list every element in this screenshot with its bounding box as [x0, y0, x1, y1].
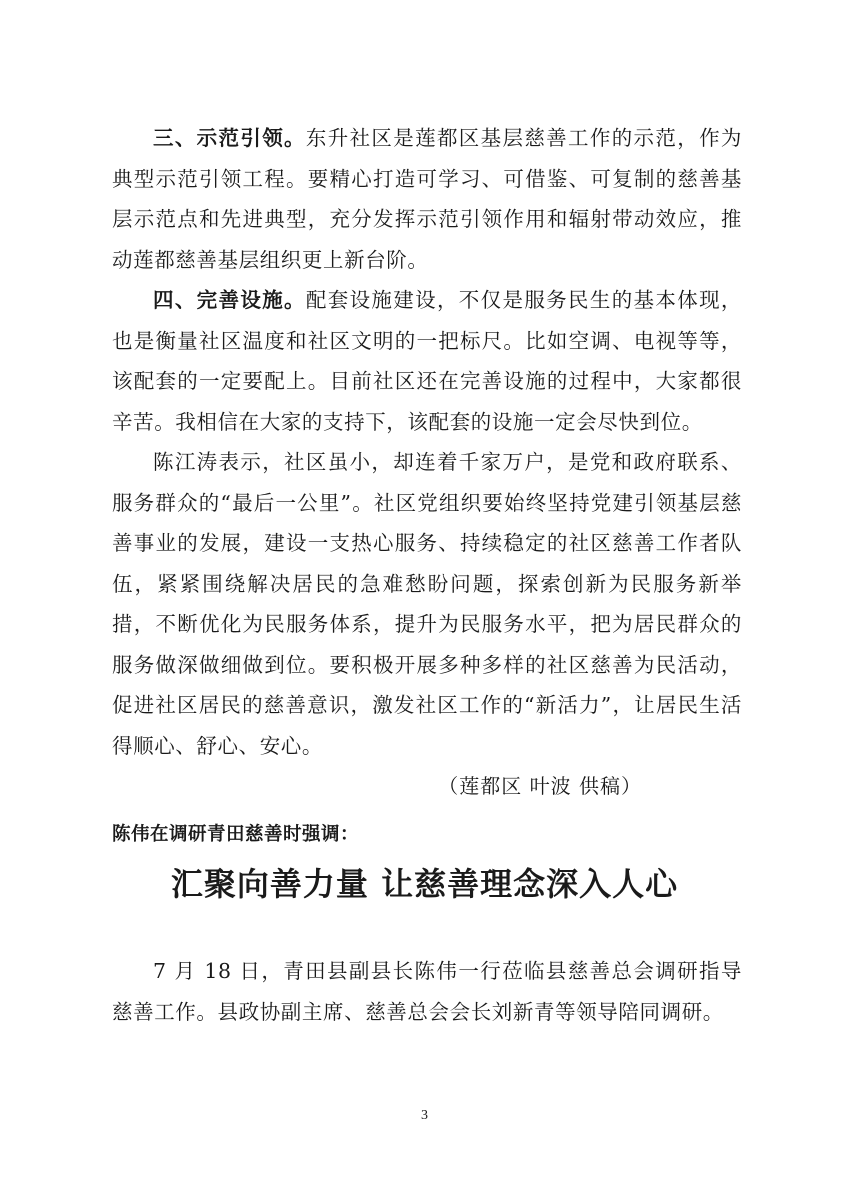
paragraph-text: 东升社区是莲都区基层慈善工作的示范，作为典型示范引领工程。要精心打造可学习、可借鉴、可复制的慈善基层示范点和先进典型，充分发挥示范引领作用和辐射带动效应，推动莲都慈善基层组织更上新台阶。 [112, 126, 743, 272]
paragraph-demonstration [112, 118, 742, 280]
paragraph-lead-heading: 四、完善设施。 [153, 288, 306, 312]
paragraph-intro: 7 月 18 日，青田县副县长陈伟一行莅临县慈善总会调研指导慈善工作。县政协副主席、慈善总会会长刘新青等领导陪同调研。 [112, 959, 742, 1024]
article-headline: 汇聚向善力量 让慈善理念深入人心 [170, 865, 679, 903]
paragraph-lead-heading: 三、示范引领。 [153, 126, 306, 150]
paragraph-facilities [112, 280, 742, 442]
article-body-continued [112, 118, 742, 806]
article-body-new [112, 951, 742, 1032]
paragraph-statement: 陈江涛表示，社区虽小，却连着千家万户，是党和政府联系、服务群众的“最后一公里”。社区党组织要始终坚持党建引领基层慈善事业的发展，建设一支热心服务、持续稳定的社区慈善工作者队伍，紧紧围绕解决居民的急难愁盼问题，探索创新为民服务新举措，不断优化为民服务体系，提升为民服务水平，把为居民群众的服务做深做细做到位。要积极开展多种多样的社区慈善为民活动，促进社区居民的慈善意识，激发社区工作的“新活力”，让居民生活得顺心、舒心、安心。 [112, 450, 742, 758]
page-number: 3 [421, 1108, 428, 1123]
article-subhead: 陈伟在调研青田慈善时强调： [112, 824, 360, 845]
article-byline: （莲都区 叶波 供稿） [438, 774, 642, 798]
paragraph-text: 配套设施建设，不仅是服务民生的基本体现，也是衡量社区温度和社区文明的一把标尺。比如空调、电视等等，该配套的一定要配上。目前社区还在完善设施的过程中，大家都很辛苦。我相信在大家的支持下，该配套的设施一定会尽快到位。 [112, 288, 743, 434]
